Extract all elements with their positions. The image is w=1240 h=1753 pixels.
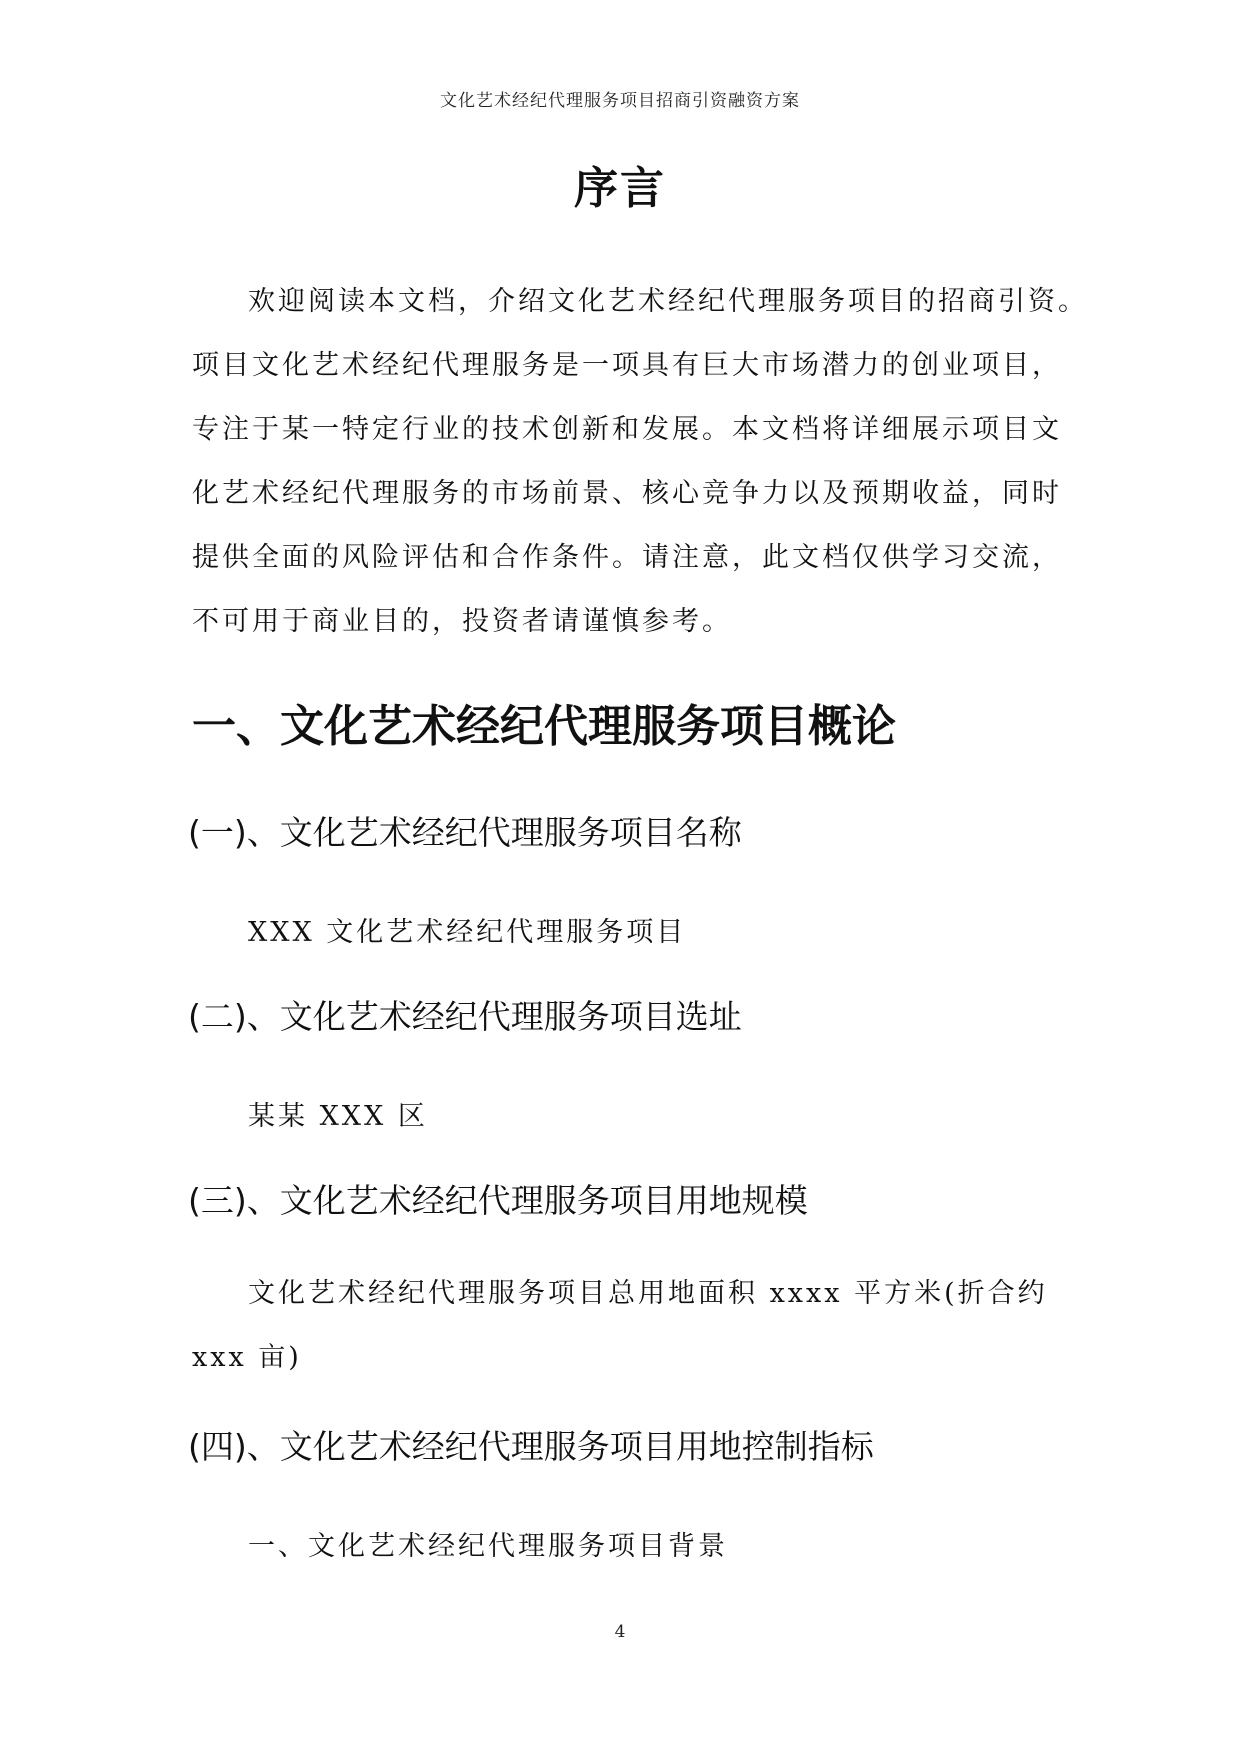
preface-line: 项目文化艺术经纪代理服务是一项具有巨大市场潜力的创业项目，	[192, 350, 1062, 381]
running-header: 文化艺术经纪代理服务项目招商引资融资方案	[440, 91, 800, 111]
project-location-text: 某某 XXX 区	[248, 1101, 428, 1132]
land-scale-line: 文化艺术经纪代理服务项目总用地面积 xxxx 平方米(折合约	[248, 1278, 1048, 1309]
project-background-text: 一、文化艺术经纪代理服务项目背景	[248, 1531, 728, 1562]
preface-paragraph	[192, 270, 1088, 654]
subsection-heading-land-control: (四)、文化艺术经纪代理服务项目用地控制指标	[188, 1427, 874, 1466]
subsection-heading-name: (一)、文化艺术经纪代理服务项目名称	[188, 813, 742, 852]
preface-line: 不可用于商业目的，投资者请谨慎参考。	[192, 606, 732, 637]
preface-line: 提供全面的风险评估和合作条件。请注意，此文档仅供学习交流，	[192, 542, 1062, 573]
preface-line: 化艺术经纪代理服务的市场前景、核心竞争力以及预期收益，同时	[192, 478, 1062, 509]
project-name-text: XXX 文化艺术经纪代理服务项目	[248, 917, 687, 948]
subsection-heading-location: (二)、文化艺术经纪代理服务项目选址	[188, 997, 742, 1036]
land-scale-line: xxx 亩)	[192, 1342, 302, 1373]
preface-line: 欢迎阅读本文档，介绍文化艺术经纪代理服务项目的招商引资。	[248, 286, 1088, 317]
page-title: 序言	[574, 163, 666, 214]
land-scale-paragraph	[192, 1262, 1072, 1390]
subsection-heading-land-scale: (三)、文化艺术经纪代理服务项目用地规模	[188, 1181, 808, 1220]
page-number: 4	[614, 1622, 626, 1642]
preface-line: 专注于某一特定行业的技术创新和发展。本文档将详细展示项目文	[192, 414, 1062, 445]
section-heading: 一、文化艺术经纪代理服务项目概论	[192, 701, 896, 752]
